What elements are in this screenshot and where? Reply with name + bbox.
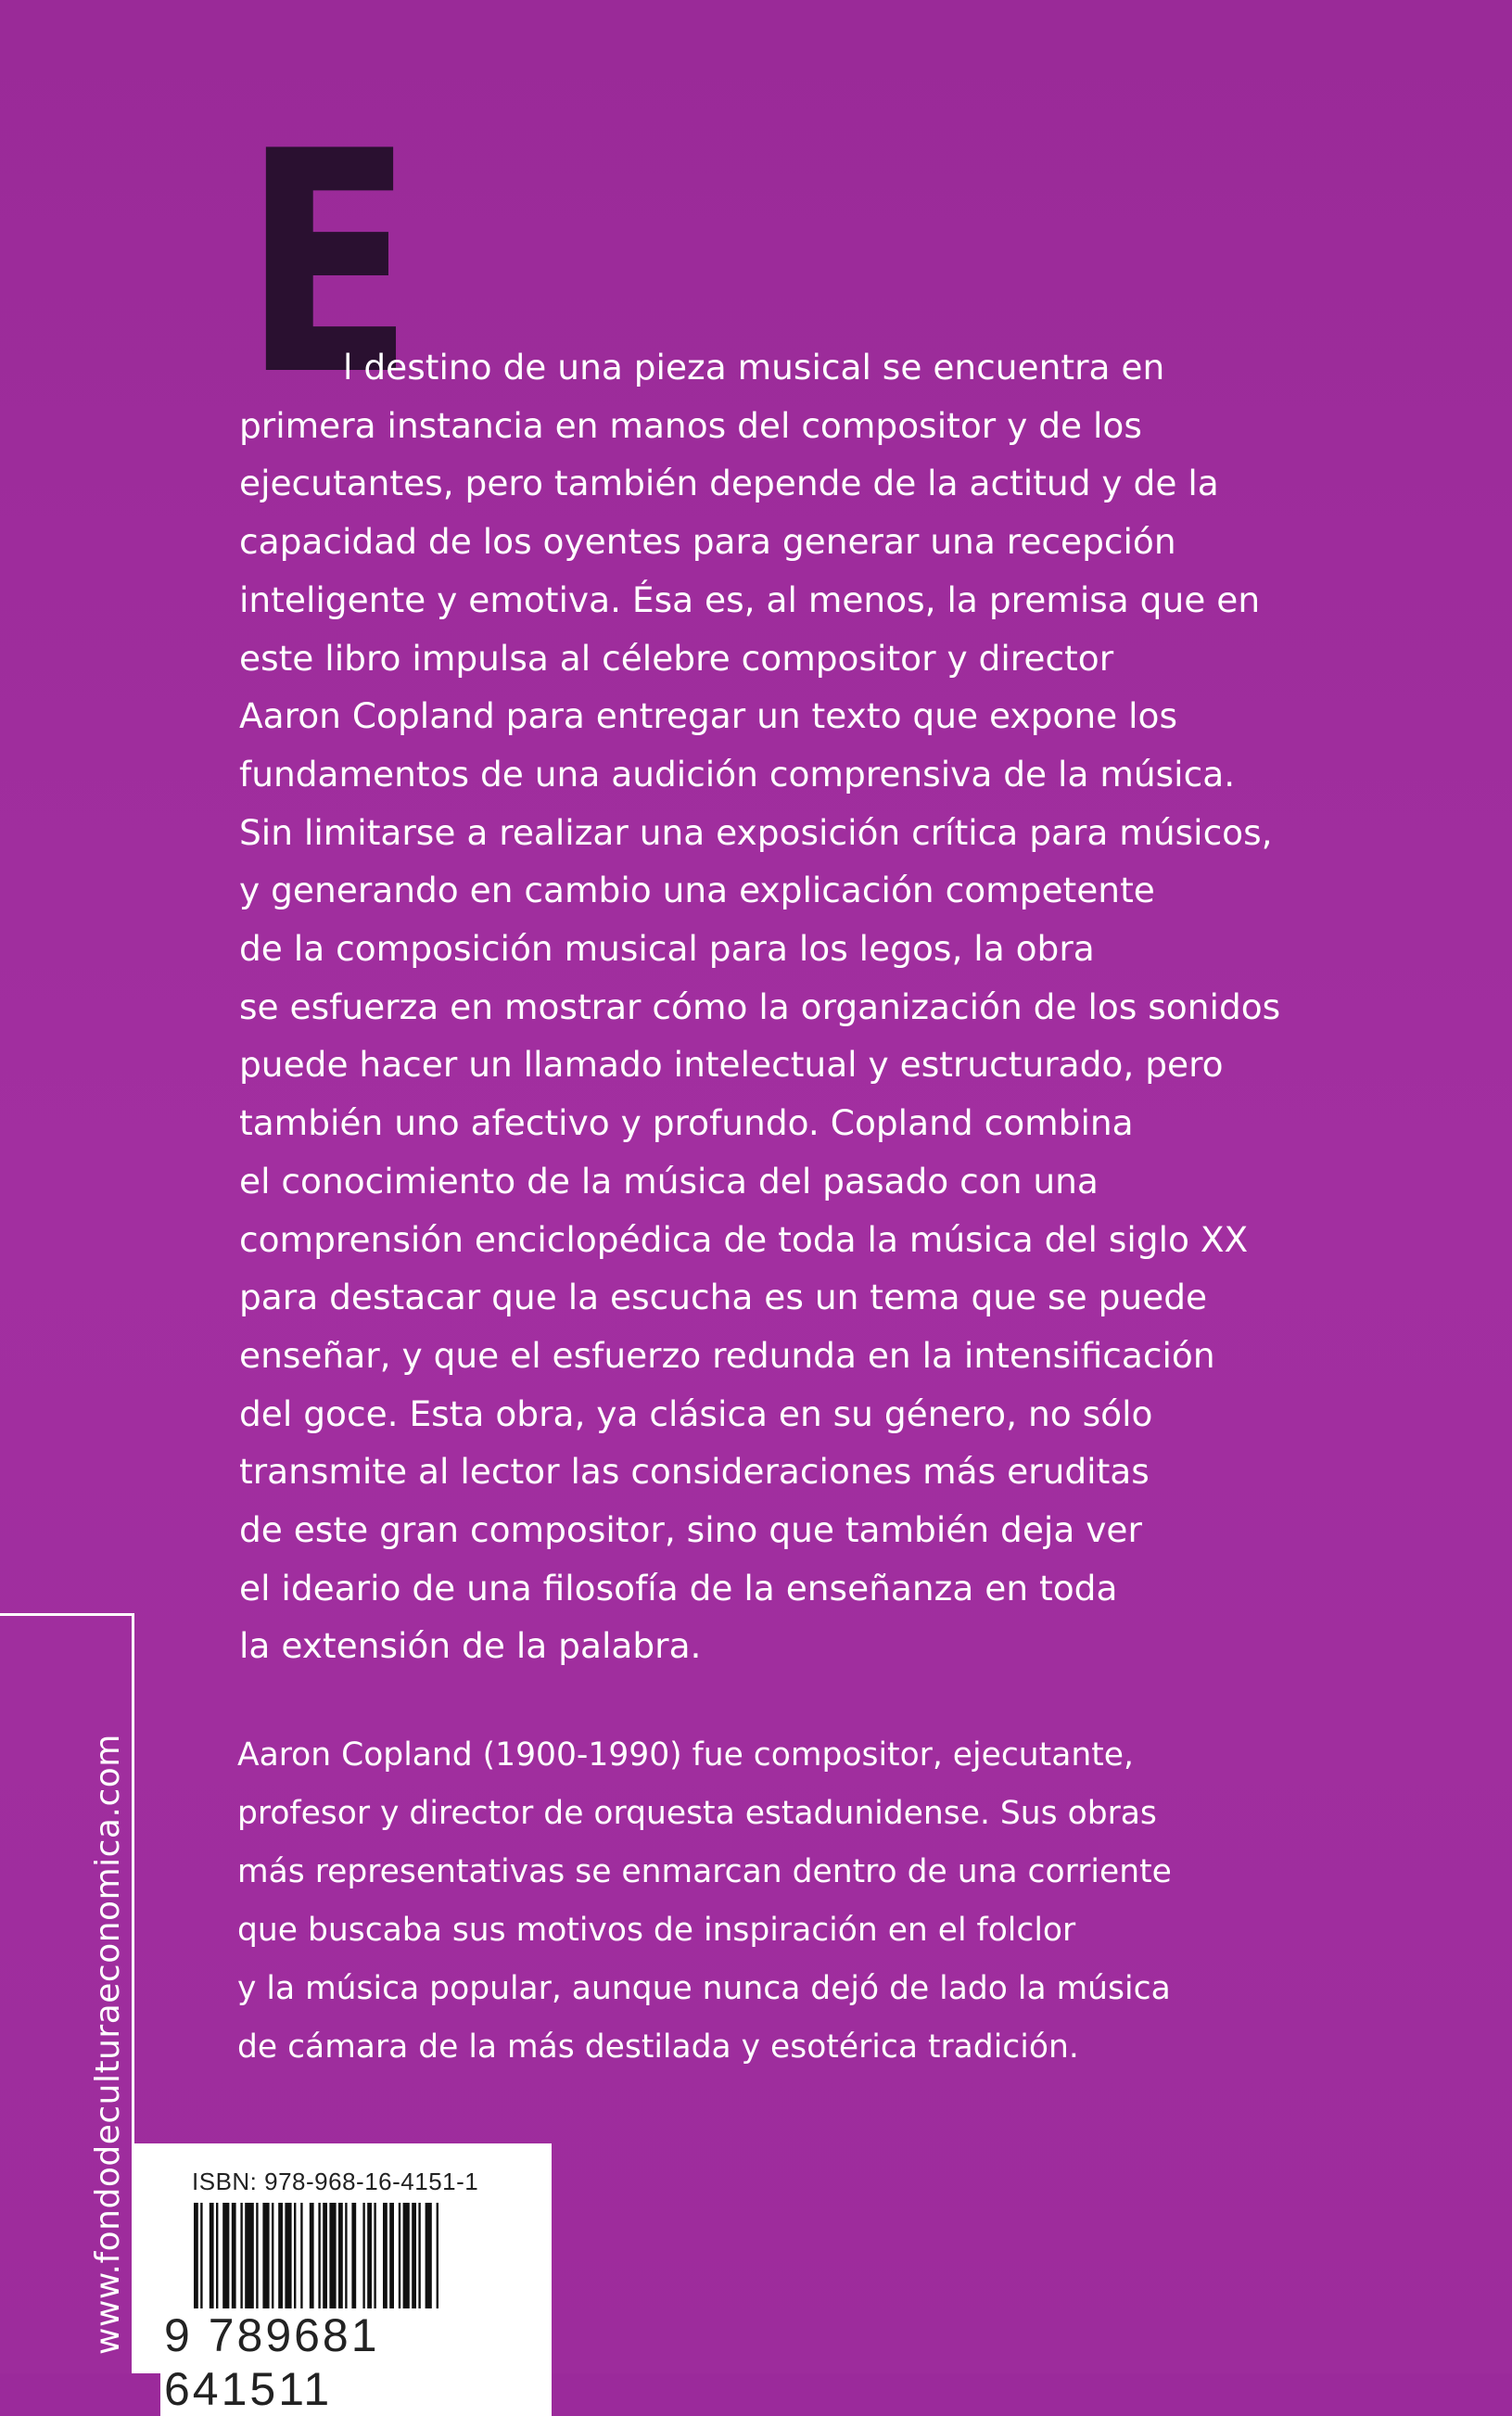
- synopsis-line: y generando en cambio una explicación competente: [239, 870, 1155, 911]
- synopsis-line: Sin limitarse a realizar una exposición crítica para músicos,: [239, 811, 1273, 853]
- synopsis-line: inteligente y emotiva. Ésa es, al menos, la premisa que en: [239, 579, 1261, 620]
- synopsis-line: fundamentos de una audición comprensiva de la música.: [239, 753, 1236, 795]
- author-bio-paragraph: [237, 1726, 1172, 2077]
- synopsis-line: l destino de una pieza musical se encuentra en: [343, 347, 1165, 388]
- isbn-label: ISBN: 978-968-16-4151-1: [192, 2168, 479, 2195]
- synopsis-line: de la composición musical para los legos, la obra: [239, 928, 1095, 970]
- synopsis-line: enseñar, y que el esfuerzo redunda en la intensificación: [239, 1334, 1215, 1376]
- synopsis-line: primera instancia en manos del compositor y de los: [239, 404, 1142, 446]
- synopsis-line: también uno afectivo y profundo. Copland combina: [239, 1102, 1134, 1144]
- bio-line: de cámara de la más destilada y esotérica tradición.: [237, 2028, 1079, 2066]
- synopsis-line: capacidad de los oyentes para generar una recepción: [239, 521, 1176, 563]
- barcode-digits: 9 789681 641511: [160, 2308, 552, 2416]
- bio-line: profesor y director de orquesta estadunidense. Sus obras: [237, 1795, 1157, 1832]
- barcode-panel: [134, 2143, 552, 2415]
- synopsis-line: del goce. Esta obra, ya clásica en su género, no sólo: [239, 1392, 1153, 1434]
- synopsis-line: el conocimiento de la música del pasado con una: [239, 1160, 1099, 1202]
- synopsis-line: se esfuerza en mostrar cómo la organización de los sonidos: [239, 985, 1281, 1027]
- synopsis-line: Aaron Copland para entregar un texto que expone los: [239, 695, 1178, 737]
- frame-line-horizontal: [0, 1613, 134, 1616]
- synopsis-line: de este gran compositor, sino que también deja ver: [239, 1509, 1142, 1551]
- synopsis-line: transmite al lector las consideraciones más eruditas: [239, 1451, 1150, 1493]
- publisher-website: www.fondodeculturaeconomica.com: [89, 1734, 127, 2355]
- drop-cap-letter: E: [243, 86, 412, 442]
- synopsis-line: comprensión enciclopédica de toda la música del siglo XX: [239, 1218, 1249, 1260]
- synopsis-paragraph: [239, 338, 1280, 1675]
- bio-line: y la música popular, aunque nunca dejó de lado la música: [237, 1970, 1171, 2007]
- synopsis-line: ejecutantes, pero también depende de la actitud y de la: [239, 463, 1219, 504]
- bio-line: que buscaba sus motivos de inspiración en el folclor: [237, 1912, 1076, 1949]
- synopsis-line: el ideario de una filosofía de la enseñanza en toda: [239, 1567, 1118, 1609]
- synopsis-line: la extensión de la palabra.: [239, 1625, 702, 1667]
- synopsis-line: para destacar que la escucha es un tema que se puede: [239, 1277, 1208, 1318]
- synopsis-line: este libro impulsa al célebre compositor y director: [239, 637, 1114, 679]
- bio-line: más representativas se enmarcan dentro de una corriente: [237, 1853, 1172, 1890]
- synopsis-line: puede hacer un llamado intelectual y estructurado, pero: [239, 1044, 1224, 1086]
- bio-line: Aaron Copland (1900-1990) fue compositor, ejecutante,: [237, 1736, 1134, 1774]
